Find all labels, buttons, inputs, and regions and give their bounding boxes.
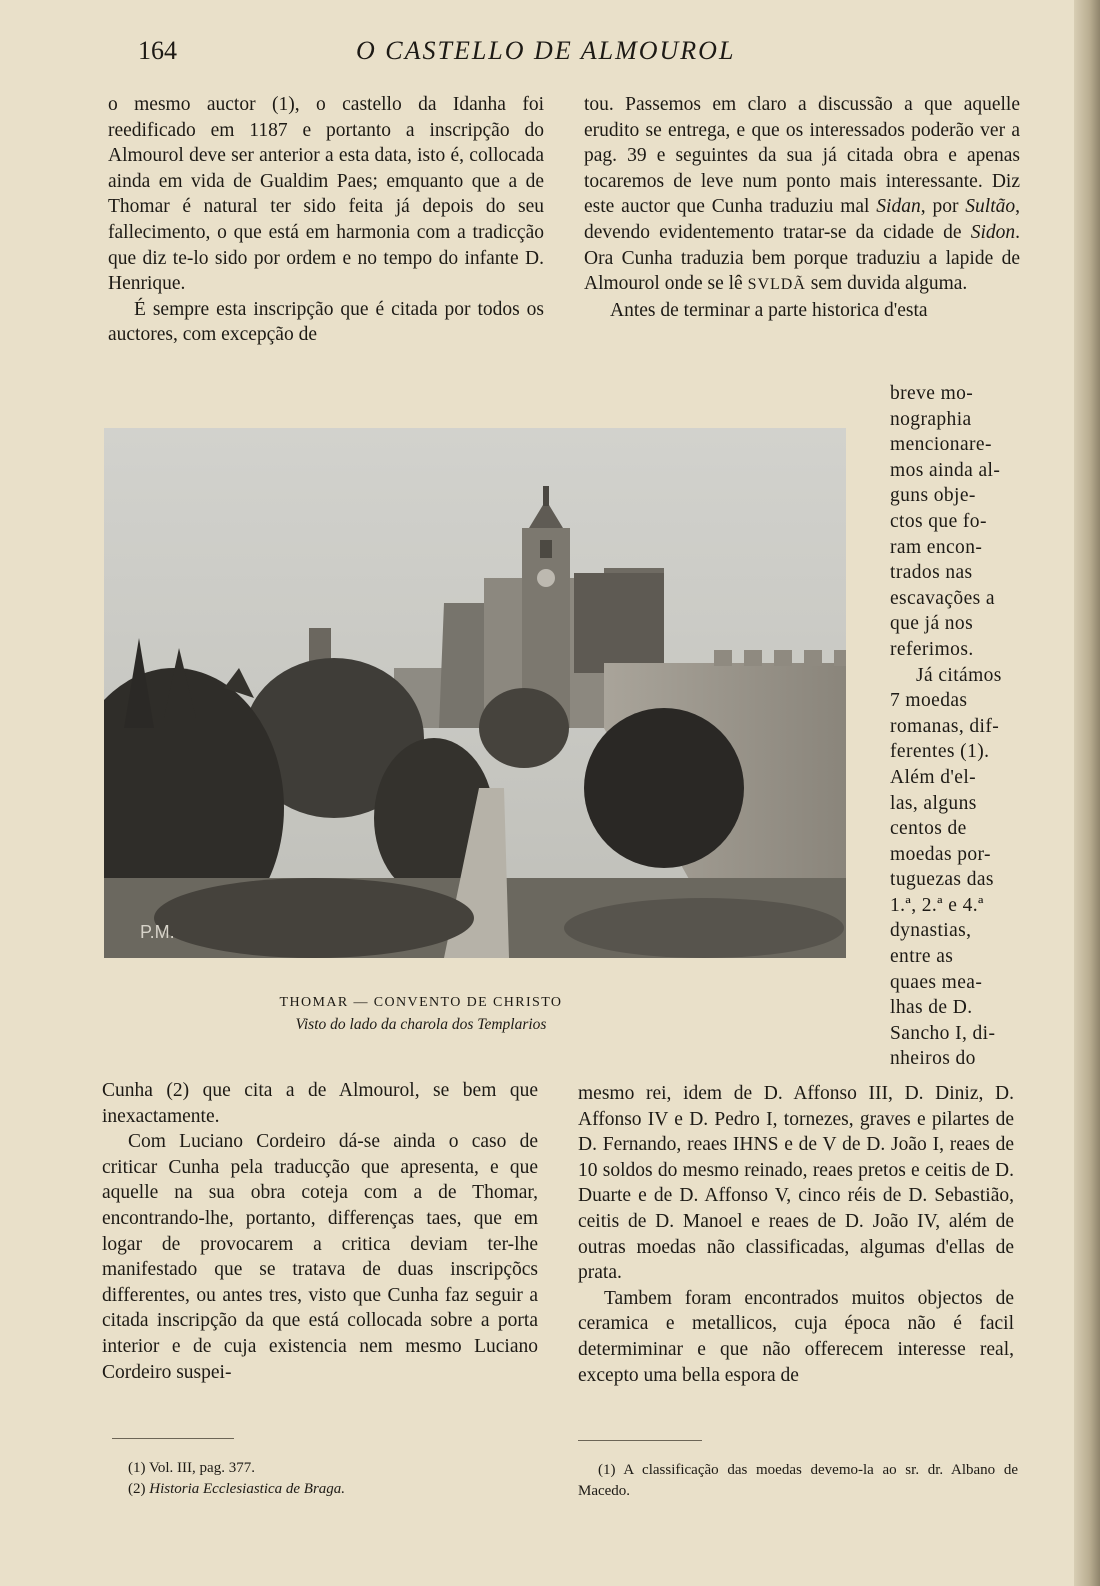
text-line: mos ainda al- [890,459,1001,481]
text-line: referimos. [890,638,974,660]
text-line: quaes mea- [890,971,983,993]
page-edge-shadow [1074,0,1100,1586]
emphasis-sidan: Sidan [876,196,921,218]
emphasis-sidon: Sidon [970,221,1016,243]
paragraph: mesmo rei, idem de D. Affonso III, D. Diniz, D. Affonso IV e D. Pedro I, tornezes, graves e pilartes de D. Fernando, reaes IHNS e de V de D. João I, reaes de 10 soldos do mesmo reinado, reaes pretos e ceitis de D. Duarte e de D. Affonso V, cinco réis de D. Sebastião, ceitis de D. Manoel e reaes de D. João IV, além de outras moedas não classificadas, algumas d'ellas de prata. [578,1083,1014,1284]
text-line: ferentes (1). [890,741,990,763]
footnote-rule-left [112,1438,234,1439]
photographer-signature: P.M. [140,922,175,942]
text-line: moedas por- [890,843,991,865]
text-line: entre as [890,946,954,968]
paragraph: Antes de terminar a parte historica d'esta [610,299,928,321]
text-line: trados nas [890,562,973,584]
footnotes-left [128,1458,488,1500]
right-column-bottom [578,1081,1014,1388]
caption-subtitle: Visto do lado da charola dos Templarios [295,1016,547,1033]
paragraph: Tambem foram encontrados muitos objectos de ceramica e metallicos, cuja época não é facil determiminar e que não offerecem interesse real, excepto uma bella espora de [578,1287,1014,1386]
figure-caption [104,992,738,1036]
text-line: Além d'el- [890,766,977,788]
emphasis-sultao: Sultão [965,196,1016,218]
text-line: que já nos [890,613,974,635]
text-line: escavações a [890,587,995,609]
page-header [0,36,1100,76]
inscription-sulda: SVLDÃ [747,276,806,294]
convent-photo-illustration [104,428,846,958]
paragraph: tou. Passemos em claro a discussão a que aquelle erudito se entrega, e que os interessados poderão ver a pag. 39 e seguintes da sua já citada obra e apenas tocaremos de leve num ponto mais interessante. Diz este auctor que Cunha traduziu mal Sidan, por Sultão, devendo evidentemento tratar-se da cidade de Sidon. Ora Cunha traduzia bem porque traduziu a lapide de Almourol onde se lê SVLDÃ sem duvida alguma. [584,94,1021,295]
text-line: Sancho I, di- [890,1022,996,1044]
right-column-top [584,92,1020,323]
footnote-rule-right [578,1440,702,1441]
paragraph: Cunha (2) que cita a de Almourol, se bem que inexactamente. [102,1080,538,1127]
paragraph: Com Luciano Cordeiro dá-se ainda o caso de criticar Cunha pela traducção que apresenta, e que aquelle na sua obra coteja com a de Thomar, encontrando-lhe, portanto, differenças taes, que em logar de provocarem a critica deviam ter-lhe manifestado que se tratava de duas inscripçõcs differentes, ou antes tres, visto que Cunha faz seguir a citada inscripção da que está collocada sobre a porta interior e de cuja existencia nem mesmo Luciano Cordeiro suspei- [102,1131,538,1383]
convent-photograph [104,428,846,958]
right-column-narrow [890,381,1020,1072]
text-line: 7 moedas [890,690,968,712]
page-number: 164 [138,36,177,65]
left-column-top [108,92,544,348]
text-line: romanas, dif- [890,715,1000,737]
paragraph: o mesmo auctor (1), o castello da Idanha foi reedificado em 1187 e portanto a inscripção do Almourol deve ser anterior a esta data, isto é, collocada ainda em vida de Gualdim Paes; emquanto que a de Thomar é natural ter sido feita já depois do seu fallecimento, o que está em harmonia com a tradicção que diz te-lo sido por ordem e no tempo do infante D. Henrique. [108,94,544,295]
text-line: centos de [890,818,967,840]
paragraph: É sempre esta inscripção que é citada por todos os auctores, com excepção de [108,298,544,346]
footnote-1: (1) A classificação das moedas devemo-la ao sr. dr. Albano de Macedo. [578,1462,1018,1499]
text-line: 1.ª, 2.ª e 4.ª [890,894,984,916]
text-line: guns obje- [890,485,976,507]
text-line: dynastias, [890,920,972,942]
text-line: ram encon- [890,536,983,558]
text-line: nographia [890,408,972,430]
left-column-bottom [102,1078,538,1385]
caption-title: THOMAR — CONVENTO DE CHRISTO [279,995,563,1010]
text-line: tuguezas das [890,869,994,891]
footnotes-right [578,1460,1018,1502]
text-line: mencionare- [890,434,992,456]
text-line: ctos que fo- [890,510,987,532]
footnote-1: (1) Vol. III, pag. 377. [128,1460,255,1476]
text-line: lhas de D. [890,997,973,1019]
running-title: O CASTELLO DE ALMOUROL [356,36,736,65]
footnote-2: (2) Historia Ecclesiastica de Braga. [128,1481,346,1497]
text-line: las, alguns [890,792,977,814]
text-line: breve mo- [890,383,974,404]
text-line: Já citámos [916,664,1002,686]
text-line: nheiros do [890,1048,976,1070]
